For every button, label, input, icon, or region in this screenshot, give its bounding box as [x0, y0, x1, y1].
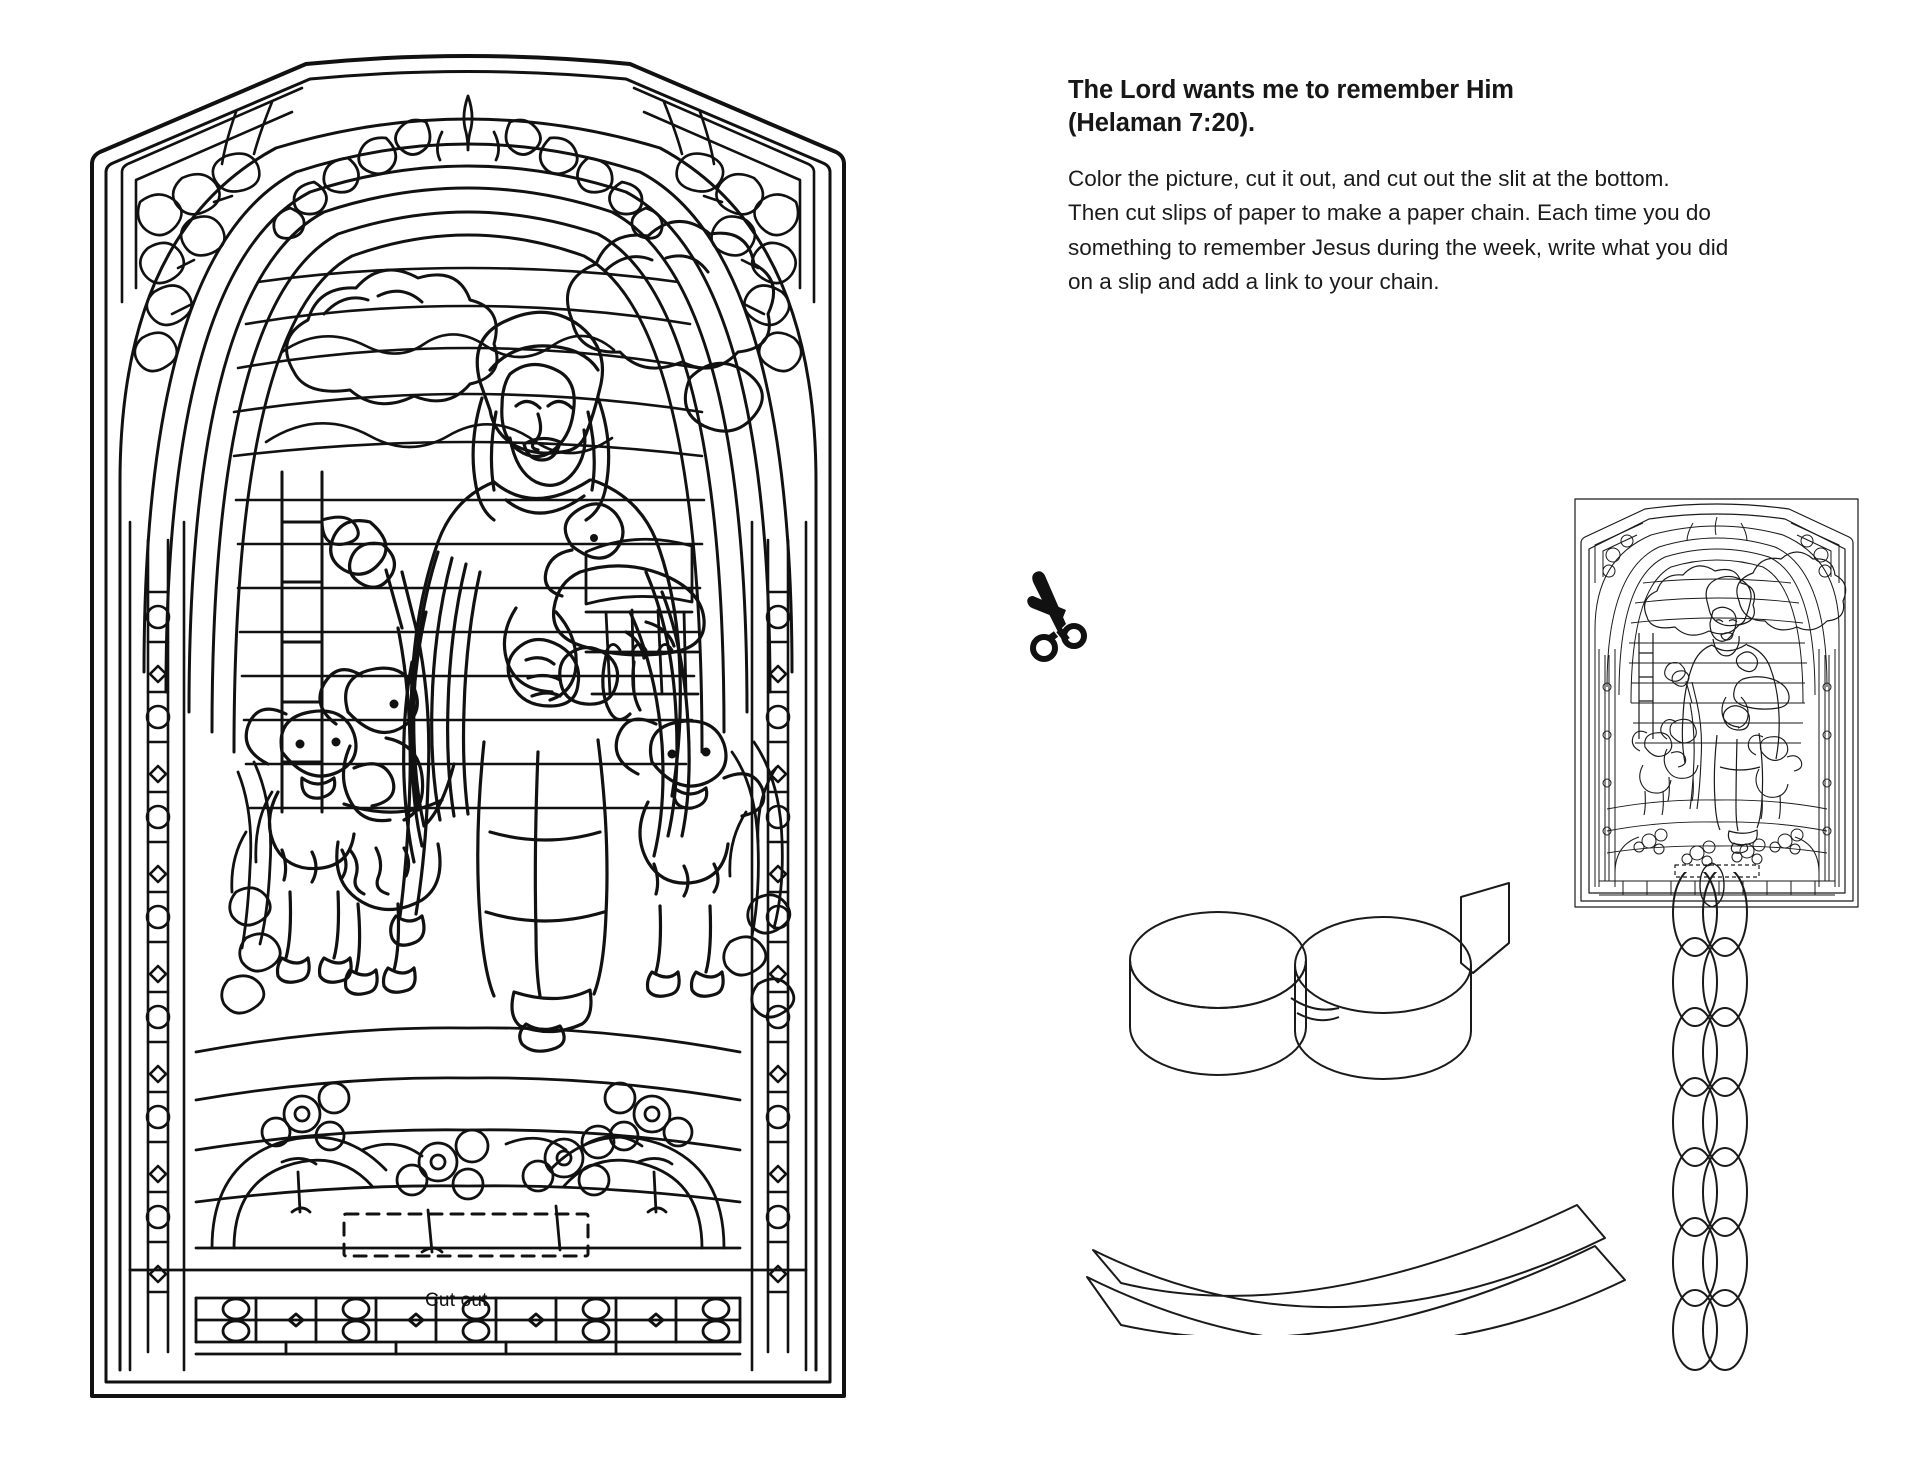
body-line-3: something to remember Jesus during the week, write what you did — [1068, 234, 1729, 260]
instruction-headline — [1068, 74, 1728, 140]
paper-chain-loops-diagram — [1105, 855, 1525, 1115]
instruction-block — [1068, 74, 1728, 299]
cut-out-label: Cut out — [425, 1290, 488, 1311]
instruction-body — [1068, 162, 1728, 299]
stained-glass-illustration — [86, 52, 850, 1402]
cut-out-slit — [344, 1214, 588, 1256]
body-line-2: Then cut slips of paper to make a paper chain. Each time you do — [1068, 200, 1711, 226]
assembled-example-thumbnail — [1573, 497, 1860, 909]
paper-chain-strand — [1655, 872, 1765, 1372]
paper-strips-diagram — [1085, 1180, 1630, 1335]
headline-line-2: (Helaman 7:20). — [1068, 109, 1255, 138]
body-line-4: on a slip and add a link to your chain. — [1068, 268, 1440, 294]
body-line-1: Color the picture, cut it out, and cut out the slit at the bottom. — [1068, 166, 1670, 192]
headline-line-1: The Lord wants me to remember Him — [1068, 76, 1514, 104]
scissors-icon — [1026, 566, 1090, 662]
